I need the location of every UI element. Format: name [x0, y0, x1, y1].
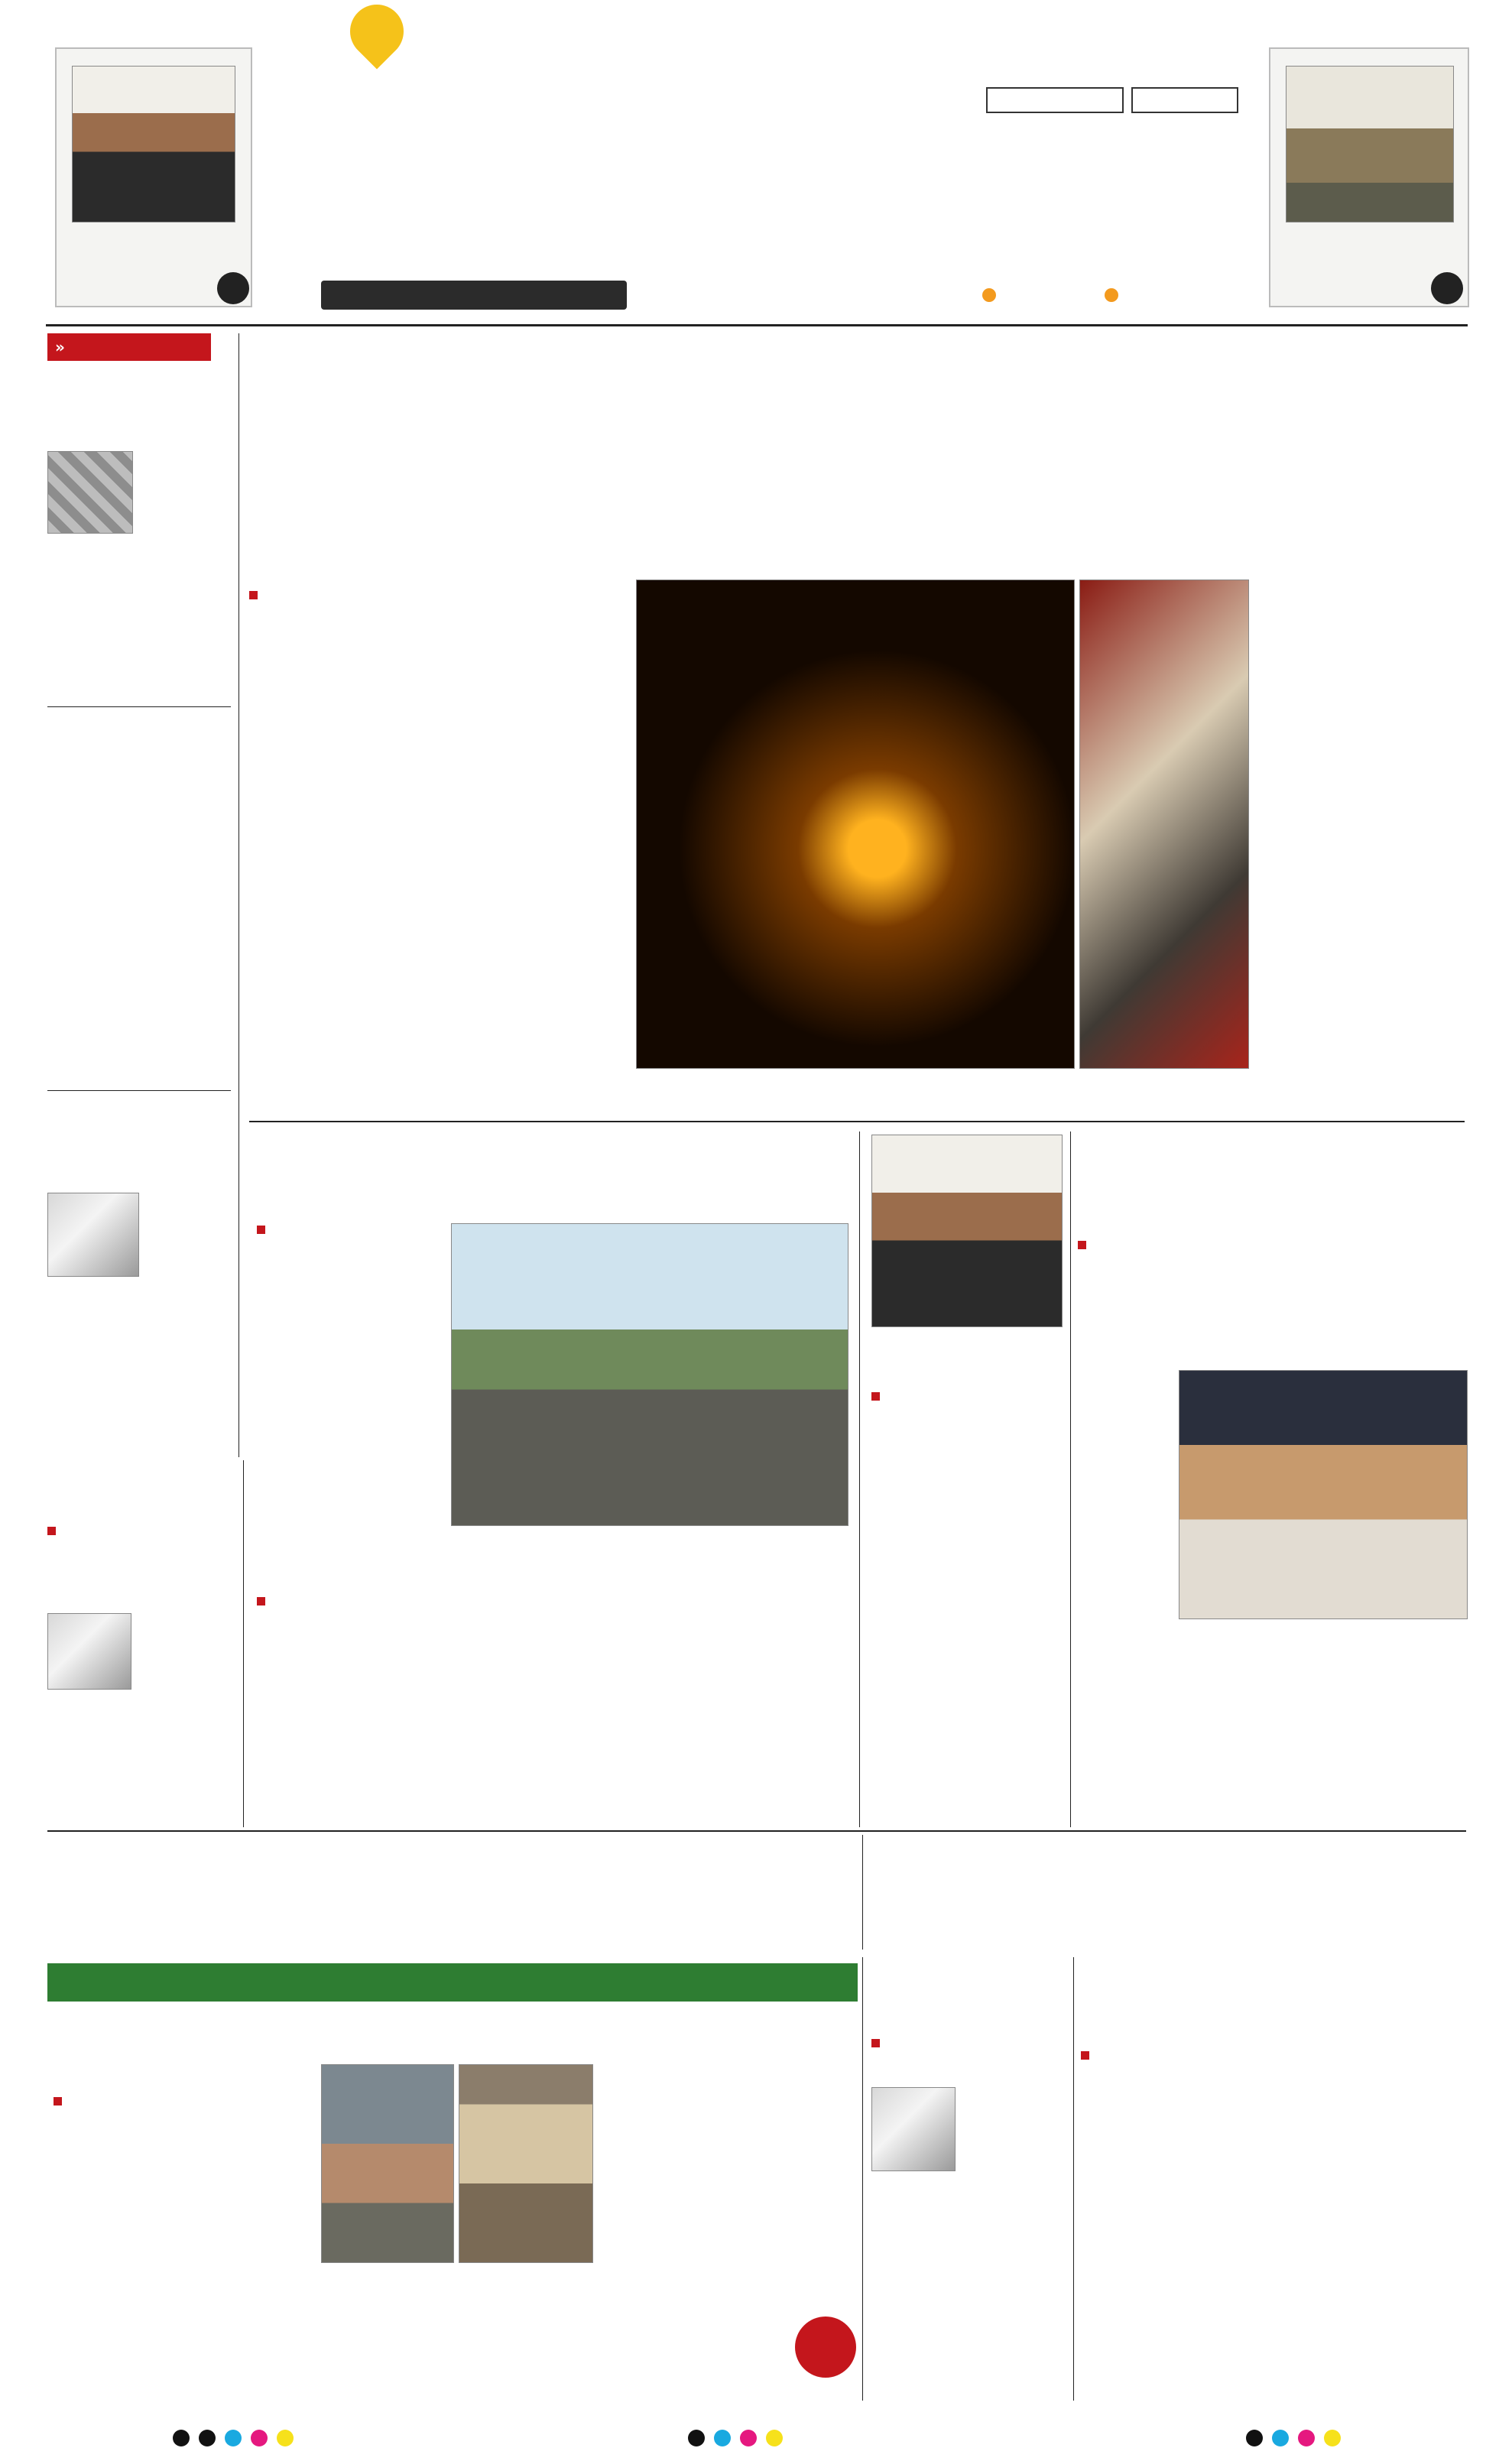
sidebar-vertical-rule [238, 333, 239, 1457]
road-byline [257, 1223, 271, 1237]
toll-right-rule [862, 1835, 863, 1950]
byline-marker [1078, 1241, 1086, 1249]
toll-column-2 [556, 1572, 853, 1954]
modi-left-rule [1070, 1131, 1071, 1827]
registration-dot [740, 2430, 757, 2446]
flooded-shop-photo [459, 2064, 593, 2263]
voters-byline [871, 1390, 886, 1404]
left-promo-page [217, 272, 249, 304]
byline-marker [871, 1392, 880, 1401]
traders-byline [54, 2095, 68, 2109]
right-promo-page [1431, 272, 1463, 304]
masthead-rule [46, 324, 1468, 326]
lead-bottom-rule [249, 1121, 1465, 1122]
issue-marker [1105, 288, 1118, 302]
voterlist-byline [1081, 2049, 1095, 2063]
flooded-road-photo [321, 2064, 454, 2263]
print-marks-center [688, 2430, 783, 2446]
lead-column-2 [442, 581, 625, 1116]
registration-dot [277, 2430, 294, 2446]
accident-byline [871, 2037, 886, 2050]
registration-dot [766, 2430, 783, 2446]
year-marker [982, 288, 996, 302]
lead-column-right [1257, 581, 1463, 1116]
lead-byline [249, 589, 264, 602]
electric-box-photo [1079, 580, 1249, 1069]
toll-byline [257, 1595, 271, 1609]
modi-text-2 [1277, 1239, 1468, 1368]
traders-column-2 [321, 2271, 593, 2401]
glance-divider-1 [47, 706, 231, 707]
price-box [986, 87, 1124, 113]
modi-text-3 [1078, 1575, 1269, 1827]
byline-marker [871, 2039, 880, 2047]
glance-item-3-text [47, 1154, 231, 1453]
registration-dot [199, 2430, 216, 2446]
accident-text [871, 2063, 1067, 2399]
accident-right-rule [1073, 1957, 1074, 2401]
labour-text [47, 1549, 238, 1827]
year-issue-box [982, 281, 1250, 310]
registration-dot [1246, 2430, 1263, 2446]
registration-dot [714, 2430, 731, 2446]
registration-dot [251, 2430, 268, 2446]
byline-marker [54, 2097, 62, 2105]
at-a-glance-label [47, 333, 211, 361]
left-promo-box[interactable] [55, 47, 252, 307]
right-promo-photo [1286, 66, 1454, 222]
toll-story [257, 1465, 853, 1954]
byline-marker [257, 1597, 265, 1605]
candle-bulb-photo [636, 580, 1075, 1069]
road-right-rule [859, 1131, 860, 1827]
print-marks-right [1246, 2430, 1341, 2446]
traders-right-rule [862, 1957, 863, 2401]
byline-marker [249, 591, 258, 599]
byline-marker [1081, 2051, 1089, 2060]
labour-byline [47, 1524, 62, 1538]
voterlist-text [1081, 2073, 1468, 2399]
registration-dot [225, 2430, 242, 2446]
voters-text [871, 1414, 1063, 1827]
chevron-right-icon: » [55, 338, 65, 356]
glance-item-2-text [47, 768, 231, 1081]
glance-divider-2 [47, 1090, 231, 1091]
traders-kicker-band [47, 1963, 858, 2002]
pages-box [1131, 87, 1238, 113]
location-pin-icon [339, 0, 415, 69]
masthead [0, 0, 1512, 321]
byline-marker [257, 1226, 265, 1234]
registration-dot [1272, 2430, 1289, 2446]
official-photo [871, 1135, 1063, 1327]
url-bar[interactable] [321, 281, 627, 310]
toll-column-1 [257, 1618, 547, 1954]
modi-text-4 [1277, 1624, 1468, 1827]
traders-column-1 [54, 2125, 313, 2401]
registration-dot [1324, 2430, 1341, 2446]
registration-dot [1298, 2430, 1315, 2446]
registration-dot [173, 2430, 190, 2446]
print-marks-left [173, 2430, 294, 2446]
byline-marker [47, 1527, 56, 1535]
glance-item-1-text [47, 428, 231, 703]
left-promo-photo [72, 66, 235, 222]
lead-column-1 [249, 616, 434, 1117]
labour-right-rule [243, 1460, 244, 1827]
modi-byline [1078, 1239, 1092, 1252]
pandhari-logo-seal [795, 2317, 856, 2378]
right-promo-box[interactable] [1269, 47, 1469, 307]
registration-dot [688, 2430, 705, 2446]
